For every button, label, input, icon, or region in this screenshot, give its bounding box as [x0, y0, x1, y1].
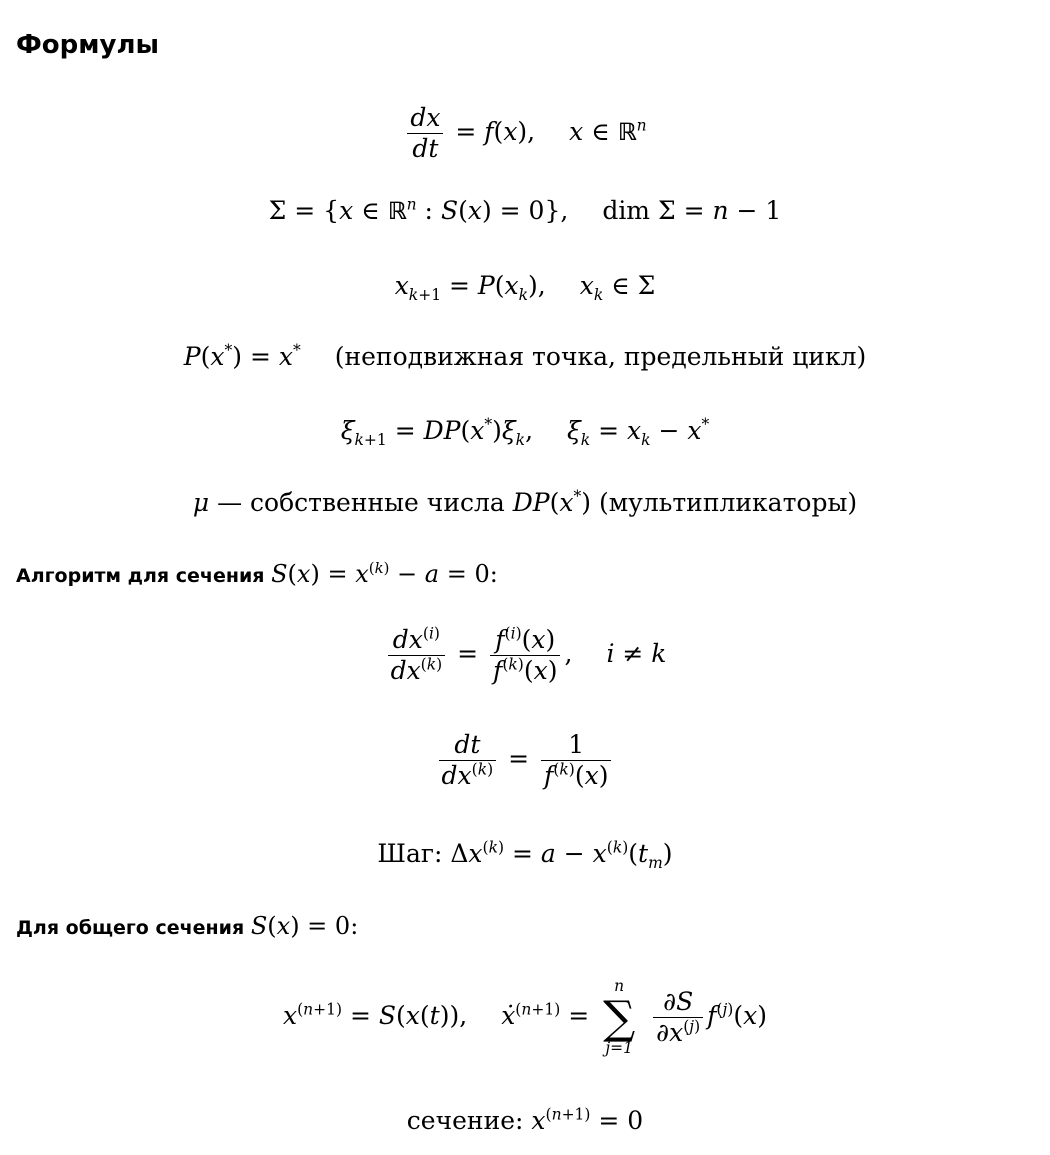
equation-derivative-ratio: $\frac{dx^{(i)}}{dx^{(k)}}$ = $\frac{f^{(i)}(x)}{f^{(k)}(x)}$ , i ≠ k [0, 625, 1050, 686]
paragraph-algorithm-text: Алгоритм для сечения [16, 565, 265, 587]
equation-poincare-map: $x_{k+1} = P(x_k)$, $x_k$ ∈ Σ [394, 271, 656, 304]
equation-section: Σ = {x ∈ ℝ$^n$ : S(x) = 0}, dim Σ = n − 1 [268, 195, 782, 225]
step-label: Шаг: [377, 839, 443, 868]
page-title: Формулы [16, 30, 160, 60]
equation-ode: $\frac{dx}{dt}$ = f(x), x ∈ ℝ$^n$ [0, 103, 1050, 164]
multipliers-text-2: (мультипликаторы) [598, 488, 858, 517]
paragraph-general: Для общего сечения S(x) = 0: [16, 912, 359, 940]
paragraph-algorithm: Алгоритм для сечения $S(x) = x^{(k)} - a = 0$: [16, 559, 498, 588]
paragraph-general-text: Для общего сечения [16, 917, 245, 939]
equation-linearization: $\xi_{k+1} = DP(x^*)\xi_k$, $\xi_k = x_k - x^*$ [340, 415, 710, 449]
equation-augmented-system: $x^{(n+1)} = S(x(t))$, ẋ$^{(n+1)}$ = n ∑ j=1 $\frac{\partial S}{\partial x^{(j)}}$ $f^{(j)}(x)$ [282, 977, 767, 1058]
equation-section-condition: сечение: $x^{(n+1)} = 0$ [406, 1105, 644, 1135]
section-label: сечение: [406, 1106, 524, 1135]
multipliers-text-1: собственные числа [250, 488, 505, 517]
equation-fixed-point: P(x*) = x* (неподвижная точка, предельный цикл) [183, 341, 867, 371]
equation-time-derivative: $\frac{dt}{dx^{(k)}}$ = $\frac{1}{f^{(k)}(x)}$ [0, 730, 1050, 791]
fixed-point-note: (неподвижная точка, предельный цикл) [334, 342, 867, 371]
equation-step: Шаг: $\Delta x^{(k)} = a - x^{(k)}(t_m)$ [377, 838, 673, 872]
equation-multipliers: μ — собственные числа DP(x*) (мультипликаторы) [192, 487, 858, 517]
